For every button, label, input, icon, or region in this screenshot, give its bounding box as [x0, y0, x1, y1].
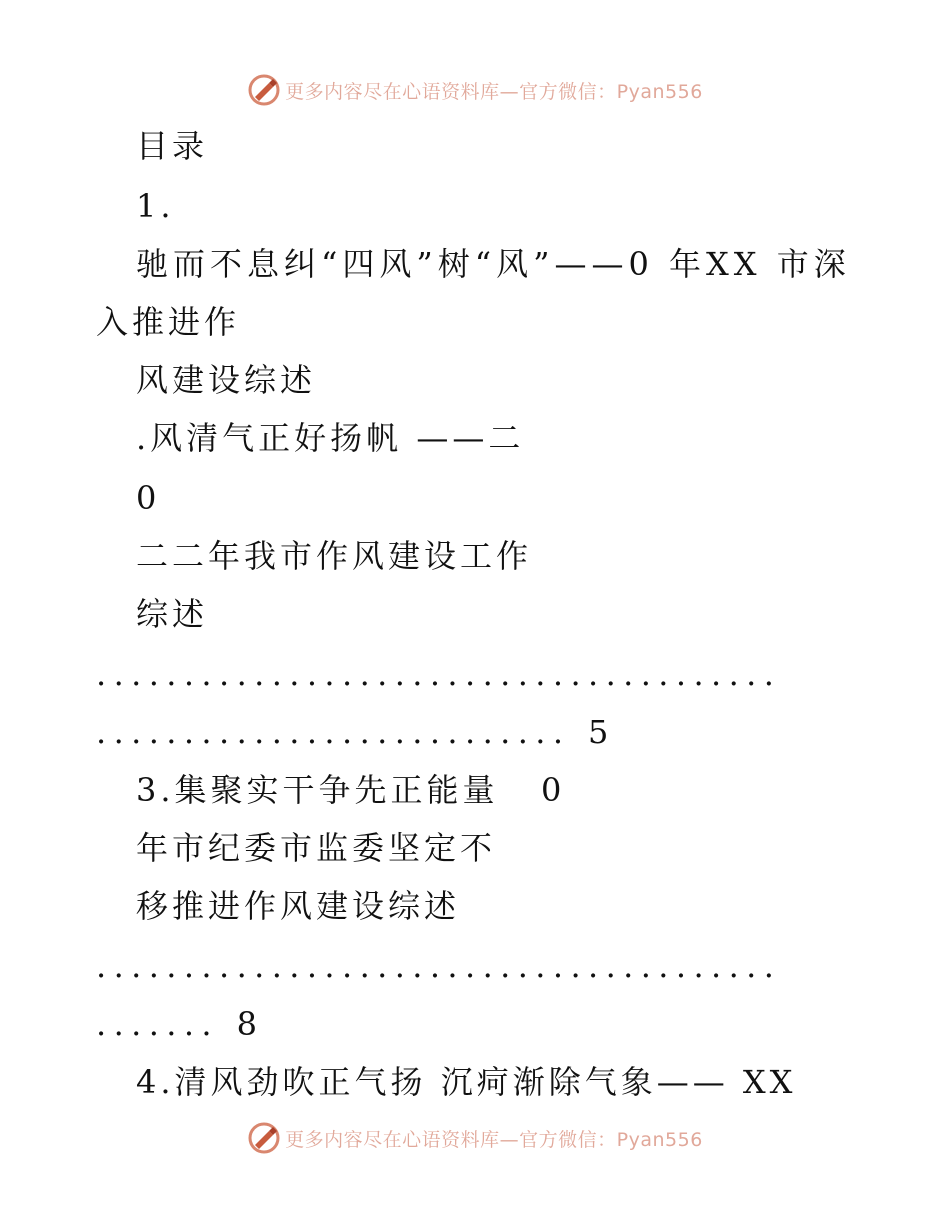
toc-line: 4.清风劲吹正气扬 沉疴渐除气象—— XX	[136, 1063, 797, 1101]
toc-line: 1.	[136, 187, 175, 225]
toc-line: 3.集聚实干争先正能量 0	[136, 771, 566, 809]
toc-line: .风清气正好扬帆 ——二	[136, 419, 525, 457]
pen-logo-icon	[247, 1121, 281, 1155]
pen-logo-icon	[247, 73, 281, 107]
toc-line: 综述	[136, 595, 209, 633]
toc-heading: 目录	[136, 127, 209, 165]
toc-line: 驰而不息纠“四风”树“风”——0 年XX 市深	[136, 245, 851, 283]
toc-line: 年市纪委市监委坚定不	[136, 829, 497, 867]
toc-line: 入推进作	[96, 303, 241, 341]
footer-banner	[0, 1116, 950, 1160]
header-banner	[0, 68, 950, 112]
header-banner-text: 更多内容尽在心语资料库—官方微信：Pyan556	[285, 80, 703, 103]
toc-leader-dots: .......................................	[96, 947, 782, 985]
toc-line: 风建设综述	[136, 361, 317, 399]
toc-leader-dots: .......................................	[96, 655, 782, 693]
toc-line: 二二年我市作风建设工作	[136, 537, 533, 575]
toc-leader-dots: ....... 8	[96, 1005, 265, 1043]
toc-line: 0	[136, 479, 161, 517]
footer-banner-text: 更多内容尽在心语资料库—官方微信：Pyan556	[285, 1128, 703, 1151]
toc-line: 移推进作风建设综述	[136, 887, 461, 925]
toc-leader-dots: ........................... 5	[96, 713, 616, 751]
